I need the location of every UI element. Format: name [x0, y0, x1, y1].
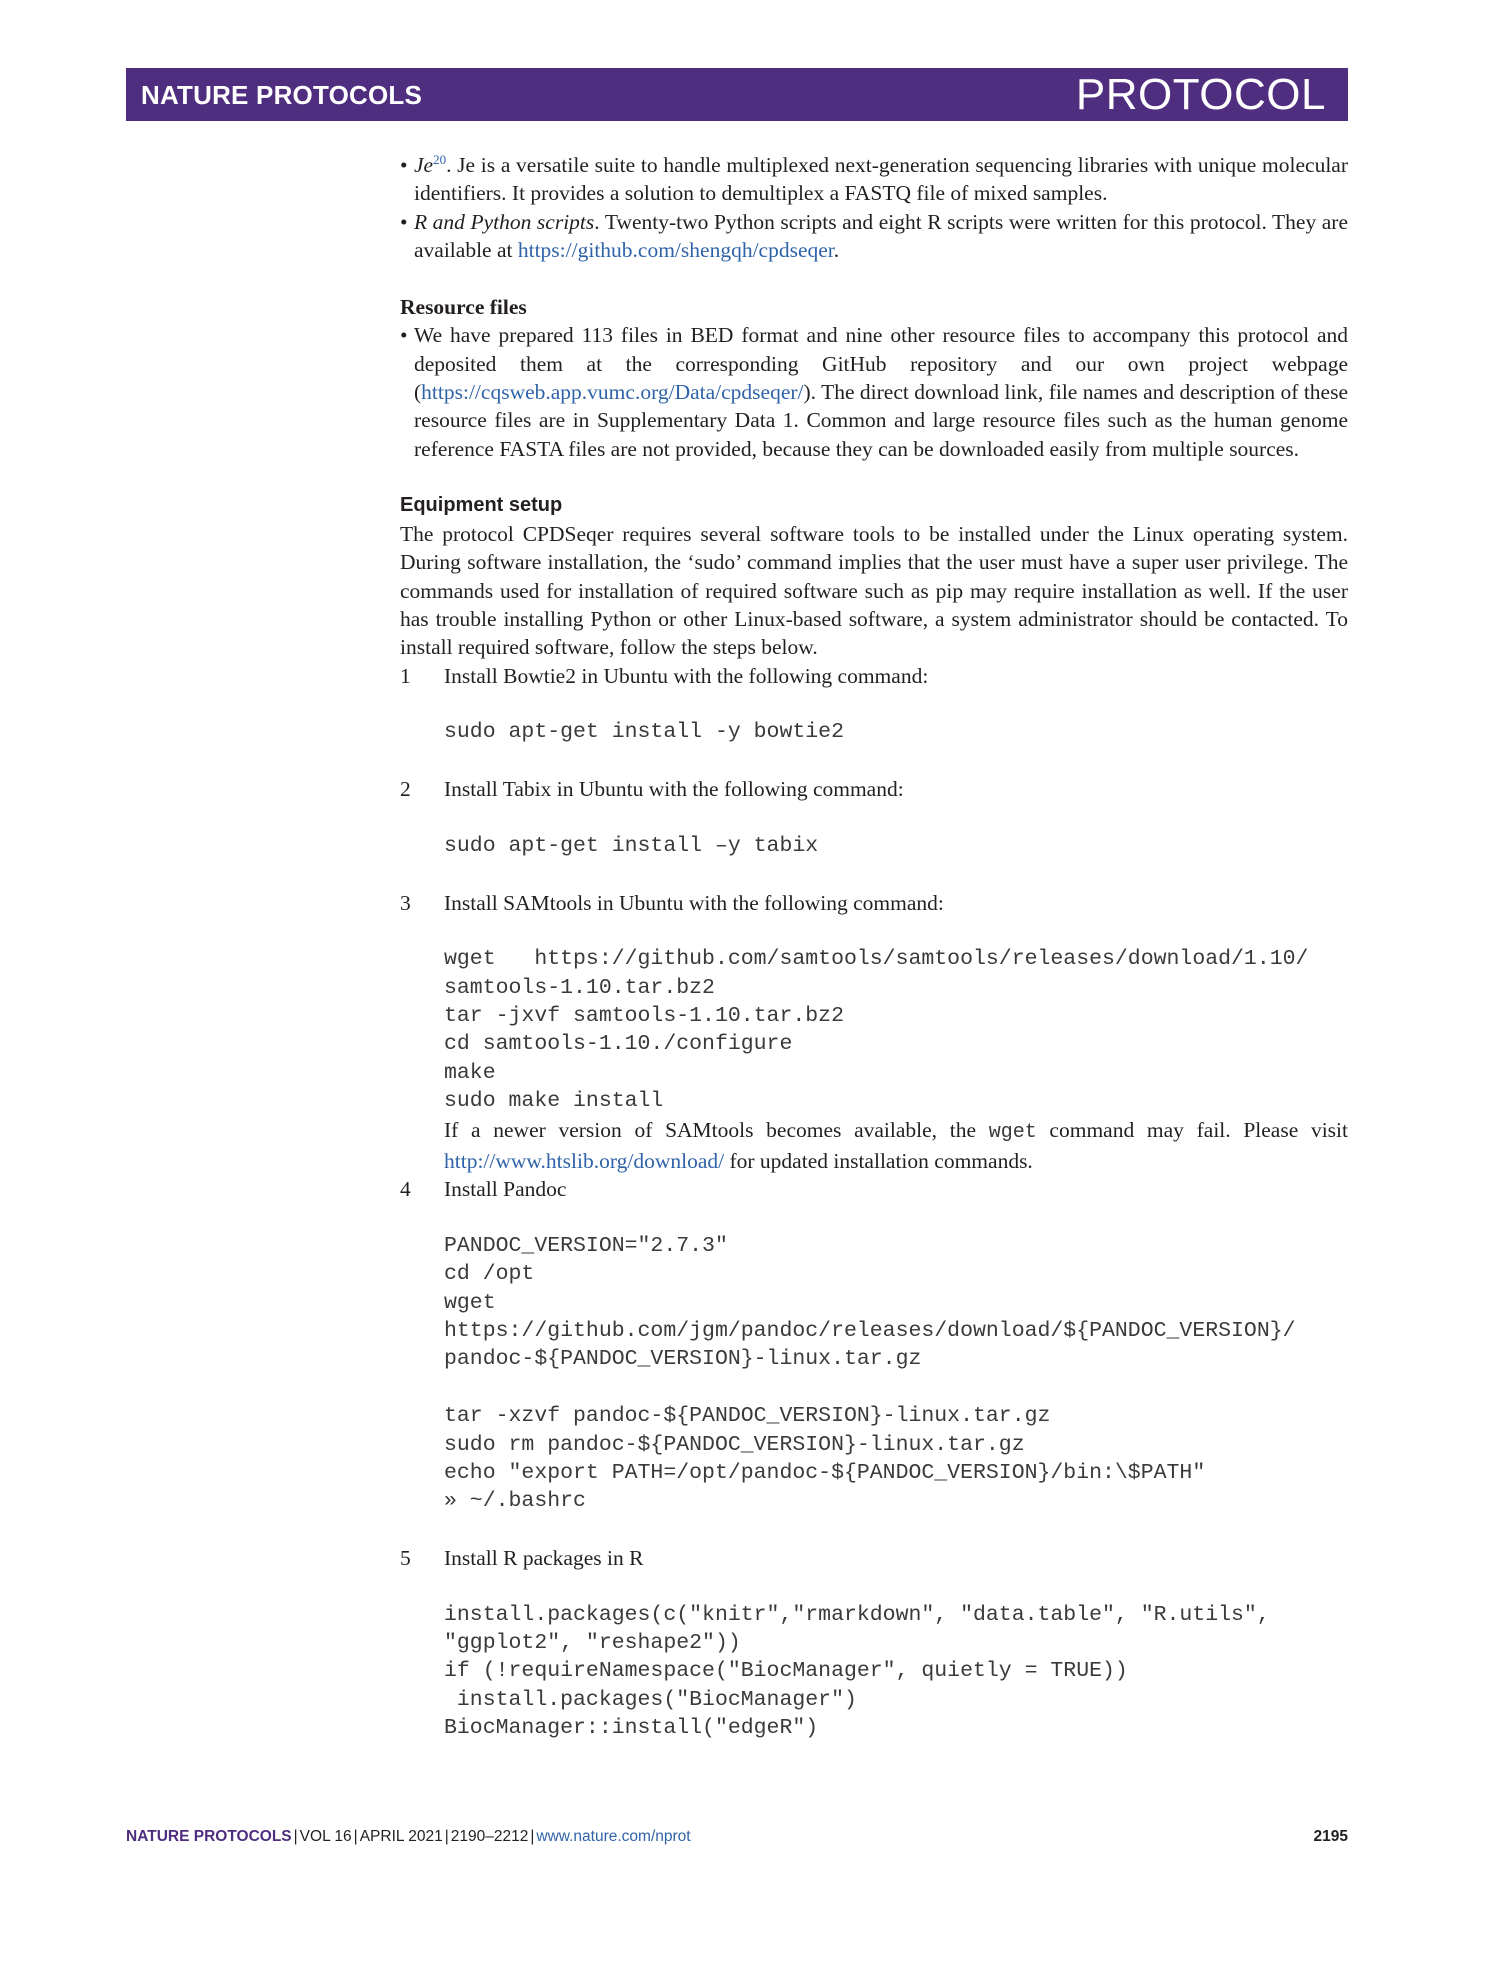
- code-line: "ggplot2", "reshape2")): [444, 1631, 741, 1656]
- step-note: [400, 1116, 1348, 1176]
- code-line: pandoc-${PANDOC_VERSION}-linux.tar.gz: [444, 1347, 922, 1372]
- code-line: cd samtools-1.10./configure: [444, 1032, 793, 1057]
- code-block: [400, 945, 1348, 1115]
- step-number: 1: [400, 663, 411, 688]
- code-line: https://github.com/jgm/pandoc/releases/download/${PANDOC_VERSION}/: [444, 1319, 1296, 1344]
- journal-name: NATURE PROTOCOLS: [141, 80, 423, 110]
- code-line: wget: [444, 1290, 496, 1315]
- code-line: if (!requireNamespace("BiocManager", quietly = TRUE)): [444, 1659, 1128, 1684]
- step-title: Install SAMtools in Ubuntu with the following command:: [444, 890, 944, 915]
- code-line: install.packages(c("knitr","rmarkdown", "data.table", "R.utils",: [444, 1602, 1270, 1627]
- step-title: Install Bowtie2 in Ubuntu with the following command:: [444, 663, 929, 688]
- code-block: [400, 1601, 1348, 1743]
- bullet-je: [400, 151, 1348, 208]
- install-step: [400, 1175, 1348, 1203]
- note-text: for updated installation commands.: [724, 1148, 1033, 1173]
- footer-journal: NATURE PROTOCOLS: [126, 1828, 292, 1845]
- htslib-link[interactable]: http://www.htslib.org/download/: [444, 1148, 725, 1173]
- code-line: sudo rm pandoc-${PANDOC_VERSION}-linux.tar.gz: [444, 1432, 1025, 1457]
- software-name: Je: [414, 153, 434, 177]
- step-title: Install Tabix in Ubuntu with the following command:: [444, 777, 904, 802]
- bullet-text: . Je is a versatile suite to handle multiplexed next-generation sequencing libraries with unique molecular identifiers. It provides a solution to demultiplex a FASTQ file of mixed samples.: [414, 153, 1348, 206]
- code-line: sudo make install: [444, 1089, 664, 1114]
- code-line: BiocManager::install("edgeR"): [444, 1716, 819, 1741]
- code-line: PANDOC_VERSION="2.7.3": [444, 1234, 728, 1258]
- software-name: R and Python scripts: [414, 209, 595, 234]
- page-header: [126, 68, 1348, 121]
- install-steps: [400, 662, 1348, 1771]
- step-number: 2: [400, 777, 411, 802]
- code-line: tar -xzvf pandoc-${PANDOC_VERSION}-linux.tar.gz: [444, 1404, 1051, 1429]
- footer-date: APRIL 2021: [359, 1828, 443, 1845]
- bullet-text: . Twenty-two Python scripts and eight R scripts were written for this protocol. They are available at: [414, 209, 1348, 263]
- page-number: 2195: [1313, 1828, 1348, 1845]
- step-number: 4: [400, 1177, 411, 1202]
- project-webpage-link[interactable]: https://cqsweb.app.vumc.org/Data/cpdseqer/: [421, 379, 804, 404]
- code-line: » ~/.bashrc: [444, 1489, 586, 1514]
- punctuation: .: [833, 238, 840, 263]
- inline-code: wget: [988, 1120, 1037, 1144]
- footer-url[interactable]: www.nature.com/nprot: [536, 1828, 691, 1845]
- equipment-intro: The protocol CPDSeqer requires several software tools to be installed under the Linux operating system. During software installation, the ‘sudo’ command implies that the user must have a super user privilege. The commands used for installation of required software such as pip may require installation as well. If the user has trouble installing Python or other Linux-based software, a system administrator should be contacted. To install required software, follow the steps below.: [400, 521, 1348, 660]
- step-title: Install R packages in R: [444, 1545, 644, 1570]
- code-block: [400, 718, 1348, 746]
- install-step: [400, 1544, 1348, 1572]
- github-link[interactable]: https://github.com/shengqh/cpdseqer: [517, 238, 834, 263]
- bullet-scripts: [400, 208, 1348, 265]
- article-type: PROTOCOL: [1075, 70, 1326, 119]
- step-number: 3: [400, 890, 411, 915]
- bullet-dot: •: [400, 323, 408, 348]
- code-line: sudo apt-get install -y bowtie2: [444, 720, 844, 745]
- code-line: install.packages("BiocManager"): [444, 1687, 857, 1712]
- bullet-resources: [400, 321, 1348, 463]
- code-line: samtools-1.10.tar.bz2: [444, 975, 715, 1000]
- note-text: command may fail. Please visit: [1036, 1117, 1348, 1142]
- code-line: sudo apt-get install –y tabix: [444, 833, 819, 858]
- install-step: [400, 889, 1348, 917]
- code-line: tar -jxvf samtools-1.10.tar.bz2: [444, 1004, 844, 1029]
- code-line: [444, 1374, 1348, 1402]
- resource-files-heading: Resource files: [400, 294, 527, 319]
- bullet-text: We have prepared 113 files in BED format and nine other resource files to accompany this protocol and deposited them at the corresponding GitHub repository and our own project webpage (: [414, 323, 1348, 404]
- code-line: cd /opt: [444, 1262, 535, 1287]
- code-block: [400, 1232, 1348, 1516]
- page-content: [400, 151, 1348, 1771]
- install-step: [400, 662, 1348, 690]
- install-step: [400, 775, 1348, 803]
- bullet-dot: •: [400, 153, 408, 177]
- footer-volume: VOL 16: [299, 1828, 352, 1845]
- reference-link[interactable]: 20: [433, 151, 447, 167]
- code-line: echo "export PATH=/opt/pandoc-${PANDOC_VERSION}/bin:\$PATH": [444, 1460, 1206, 1485]
- code-line: make: [444, 1060, 496, 1085]
- note-text: If a newer version of SAMtools becomes available, the: [444, 1117, 989, 1142]
- footer-pages: 2190–2212: [450, 1828, 529, 1845]
- code-line: wget https://github.com/samtools/samtools/releases/download/1.10/: [444, 947, 1309, 972]
- bullet-text: ). The direct download link, file names and description of these resource files are in Supplementary Data 1. Common and large resource files such as the human genome reference FASTA files are not provided, because they can be downloaded easily from multiple sources.: [414, 379, 1348, 461]
- equipment-setup-heading: Equipment setup: [400, 494, 563, 517]
- page-footer: NATURE PROTOCOLS | VOL 16 | APRIL 2021 | 2190–2212 | www.nature.com/nprot 2195: [126, 1828, 1348, 1845]
- code-block: [400, 832, 1348, 860]
- step-number: 5: [400, 1545, 411, 1570]
- step-title: Install Pandoc: [444, 1177, 567, 1202]
- bullet-dot: •: [400, 209, 408, 234]
